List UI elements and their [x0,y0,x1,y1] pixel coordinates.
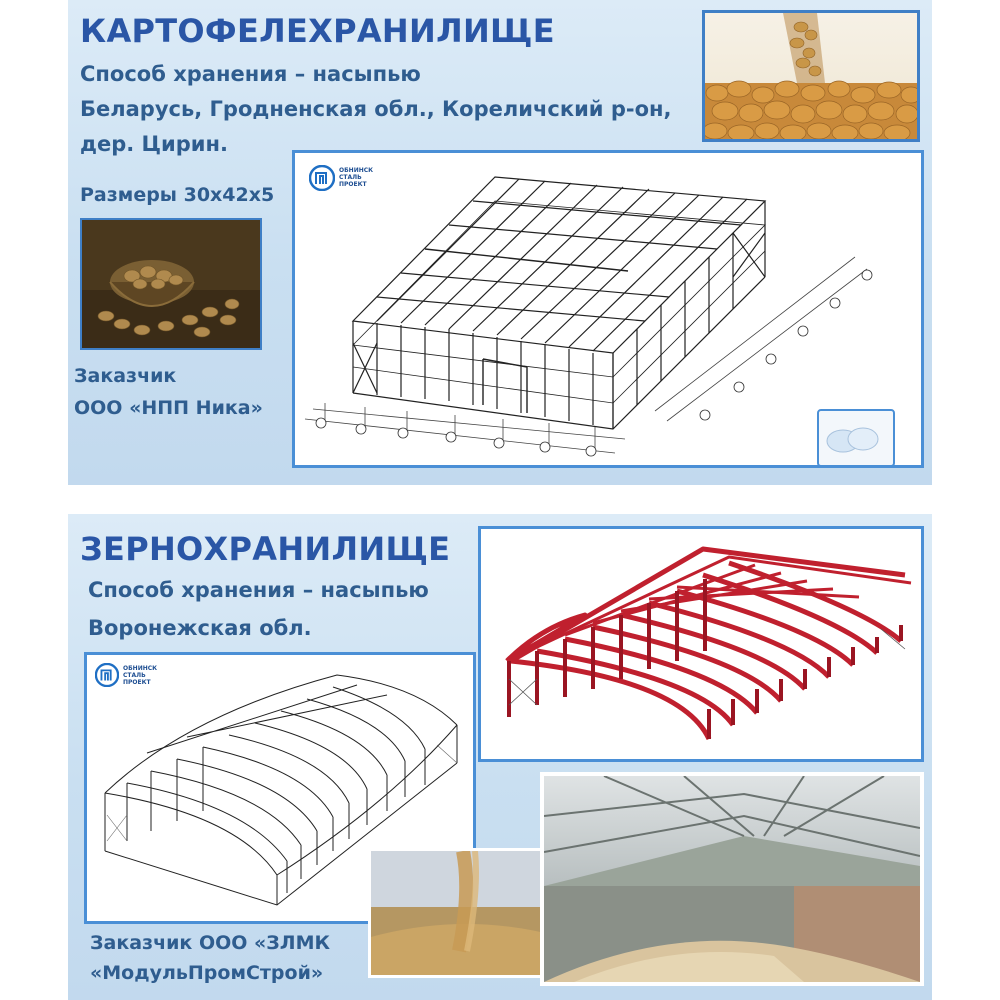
grain-customer-line-2: «МодульПромСтрой» [90,962,324,984]
grain-location: Воронежская обл. [88,616,312,640]
potato-storage-panel [68,0,932,485]
grain-customer-line-1: Заказчик ООО «ЗЛМК [90,932,331,954]
grain-storage-panel [68,514,932,1000]
potato-customer-name: ООО «НПП Ника» [74,397,263,419]
potato-basket-painting [80,218,262,350]
potatoes-pouring-photo [702,10,920,142]
logo-2-line-1: ОБНИНСК [123,665,158,672]
grain-pouring-photo [368,848,564,978]
logo-line-2: СТАЛЬ [339,174,362,181]
grain-title: ЗЕРНОХРАНИЛИЩЕ [80,530,451,568]
grain-storage-method: Способ хранения – насыпью [88,578,429,602]
grain-warehouse-interior-photo [540,772,924,986]
logo-2-line-3: ПРОЕКТ [123,679,151,686]
company-logo-icon [309,165,335,191]
grain-storage-red-frame-render [478,526,924,762]
raw-cotton-inset [817,409,895,467]
potato-customer-label: Заказчик [74,365,177,387]
potato-storage-steel-frame-drawing [292,150,924,468]
logo-line-1: ОБНИНСК [339,167,374,174]
potato-storage-method: Способ хранения – насыпью [80,62,421,86]
logo-2-line-2: СТАЛЬ [123,672,146,679]
logo-line-3: ПРОЕКТ [339,181,367,188]
company-logo-2 [95,663,158,687]
potato-title: КАРТОФЕЛЕХРАНИЛИЩЕ [80,12,555,50]
company-logo-icon-2 [95,663,119,687]
potato-location-line-1: Беларусь, Гродненская обл., Кореличский р-он, [80,97,672,121]
company-logo [309,165,374,191]
potato-location-line-2: дер. Цирин. [80,132,228,156]
potato-dimensions: Размеры 30х42х5 [80,184,275,206]
